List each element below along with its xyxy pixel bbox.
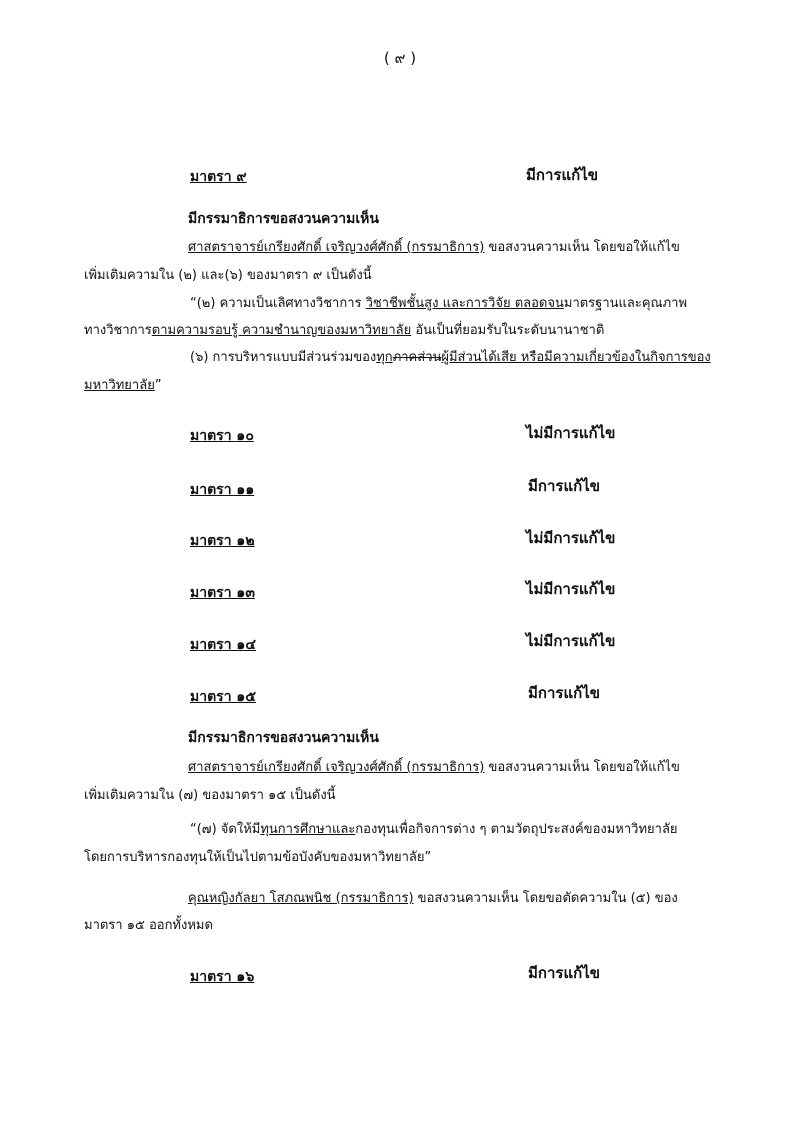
comment-text: ขอสงวนความเห็น โดยขอให้แก้ไข: [484, 240, 680, 255]
paragraph-text: (๖) การบริหารแบบมีส่วนร่วมของ: [190, 350, 377, 365]
section-13-label: มาตรา ๑๓: [190, 585, 255, 601]
section-13-status: ไม่มีการแก้ไข: [526, 580, 616, 598]
section-16-status: มีการแก้ไข: [528, 964, 600, 982]
section-9-status: มีการแก้ไข: [526, 166, 598, 184]
paragraph-text: “(๒) ความเป็นเลิศทางวิชาการ: [190, 296, 366, 311]
paragraph-2-line-1: [190, 292, 687, 313]
comment-heading-2: มีกรรมาธิการขอสงวนความเห็น: [188, 730, 379, 746]
commissioner-name: คุณหญิงกัลยา โสภณพนิช (กรรมาธิการ): [188, 891, 414, 906]
section-16-label: มาตรา ๑๖: [190, 969, 255, 985]
paragraph-text: กองทุนเพื่อกิจการต่าง ๆ ตามวัตถุประสงค์ของมหาวิทยาลัย: [355, 822, 678, 837]
comment-1-line-1: [188, 236, 680, 257]
section-11-status: มีการแก้ไข: [528, 477, 600, 495]
commissioner-name: ศาสตราจารย์เกรียงศักดิ์ เจริญวงศ์ศักดิ์ (กรรมาธิการ): [188, 760, 485, 775]
added-text: มหาวิทยาลัย: [84, 378, 155, 393]
page-number: ( ๙ ): [383, 49, 417, 67]
added-text: ผู้มีส่วนได้เสีย หรือมีความเกี่ยวข้องในกิจการของ: [441, 350, 711, 365]
added-text: ทุนการศึกษาและ: [260, 822, 356, 837]
comment-3-line-2: มาตรา ๑๕ ออกทั้งหมด: [84, 918, 213, 933]
section-9-label: มาตรา ๙: [190, 169, 247, 185]
paragraph-7-line-1: [190, 818, 678, 839]
comment-2-line-2: เพิ่มเติมความใน (๗) ของมาตรา ๑๕ เป็นดังนี้: [84, 788, 336, 803]
commissioner-name: ศาสตราจารย์เกรียงศักดิ์ เจริญวงศ์ศักดิ์ (กรรมาธิการ): [188, 240, 485, 255]
comment-2-line-1: [188, 756, 680, 777]
section-10-label: มาตรา ๑๐: [190, 428, 254, 444]
comment-3-line-1: [188, 887, 678, 908]
paragraph-6-line-1: [190, 346, 711, 367]
section-10-status: ไม่มีการแก้ไข: [526, 424, 616, 442]
paragraph-text: มาตรฐานและคุณภาพ: [563, 296, 688, 311]
comment-text: ขอสงวนความเห็น โดยขอให้แก้ไข: [484, 760, 680, 775]
section-14-label: มาตรา ๑๔: [190, 637, 256, 653]
section-12-status: ไม่มีการแก้ไข: [526, 529, 616, 547]
section-12-label: มาตรา ๑๒: [190, 533, 255, 549]
struck-text: ภาคส่วน: [392, 350, 442, 365]
comment-heading-1: มีกรรมาธิการขอสงวนความเห็น: [188, 211, 379, 227]
paragraph-2-line-2: [84, 319, 604, 340]
paragraph-text: อันเป็นที่ยอมรับในระดับนานาชาติ: [411, 323, 605, 338]
added-text: ทุก: [376, 350, 393, 365]
section-15-status: มีการแก้ไข: [528, 684, 600, 702]
section-14-status: ไม่มีการแก้ไข: [526, 632, 616, 650]
added-text: ตามความรอบรู้ ความชำนาญของมหาวิทยาลัย: [151, 323, 412, 338]
paragraph-6-line-2: [84, 374, 162, 395]
section-15-label: มาตรา ๑๕: [190, 689, 256, 705]
paragraph-text: ”: [154, 378, 162, 393]
paragraph-text: “(๗) จัดให้มี: [190, 822, 261, 837]
added-text: วิชาชีพชั้นสูง และการวิจัย ตลอดจน: [365, 296, 564, 311]
paragraph-7-line-2: โดยการบริหารกองทุนให้เป็นไปตามข้อบังคับของมหาวิทยาลัย”: [84, 850, 432, 865]
paragraph-text: ทางวิชาการ: [84, 323, 152, 338]
comment-1-line-2: เพิ่มเติมความใน (๒) และ(๖) ของมาตรา ๙ เป็นดังนี้: [84, 268, 372, 283]
comment-text: ขอสงวนความเห็น โดยขอตัดความใน (๕) ของ: [413, 891, 678, 906]
section-11-label: มาตรา ๑๑: [190, 482, 255, 498]
